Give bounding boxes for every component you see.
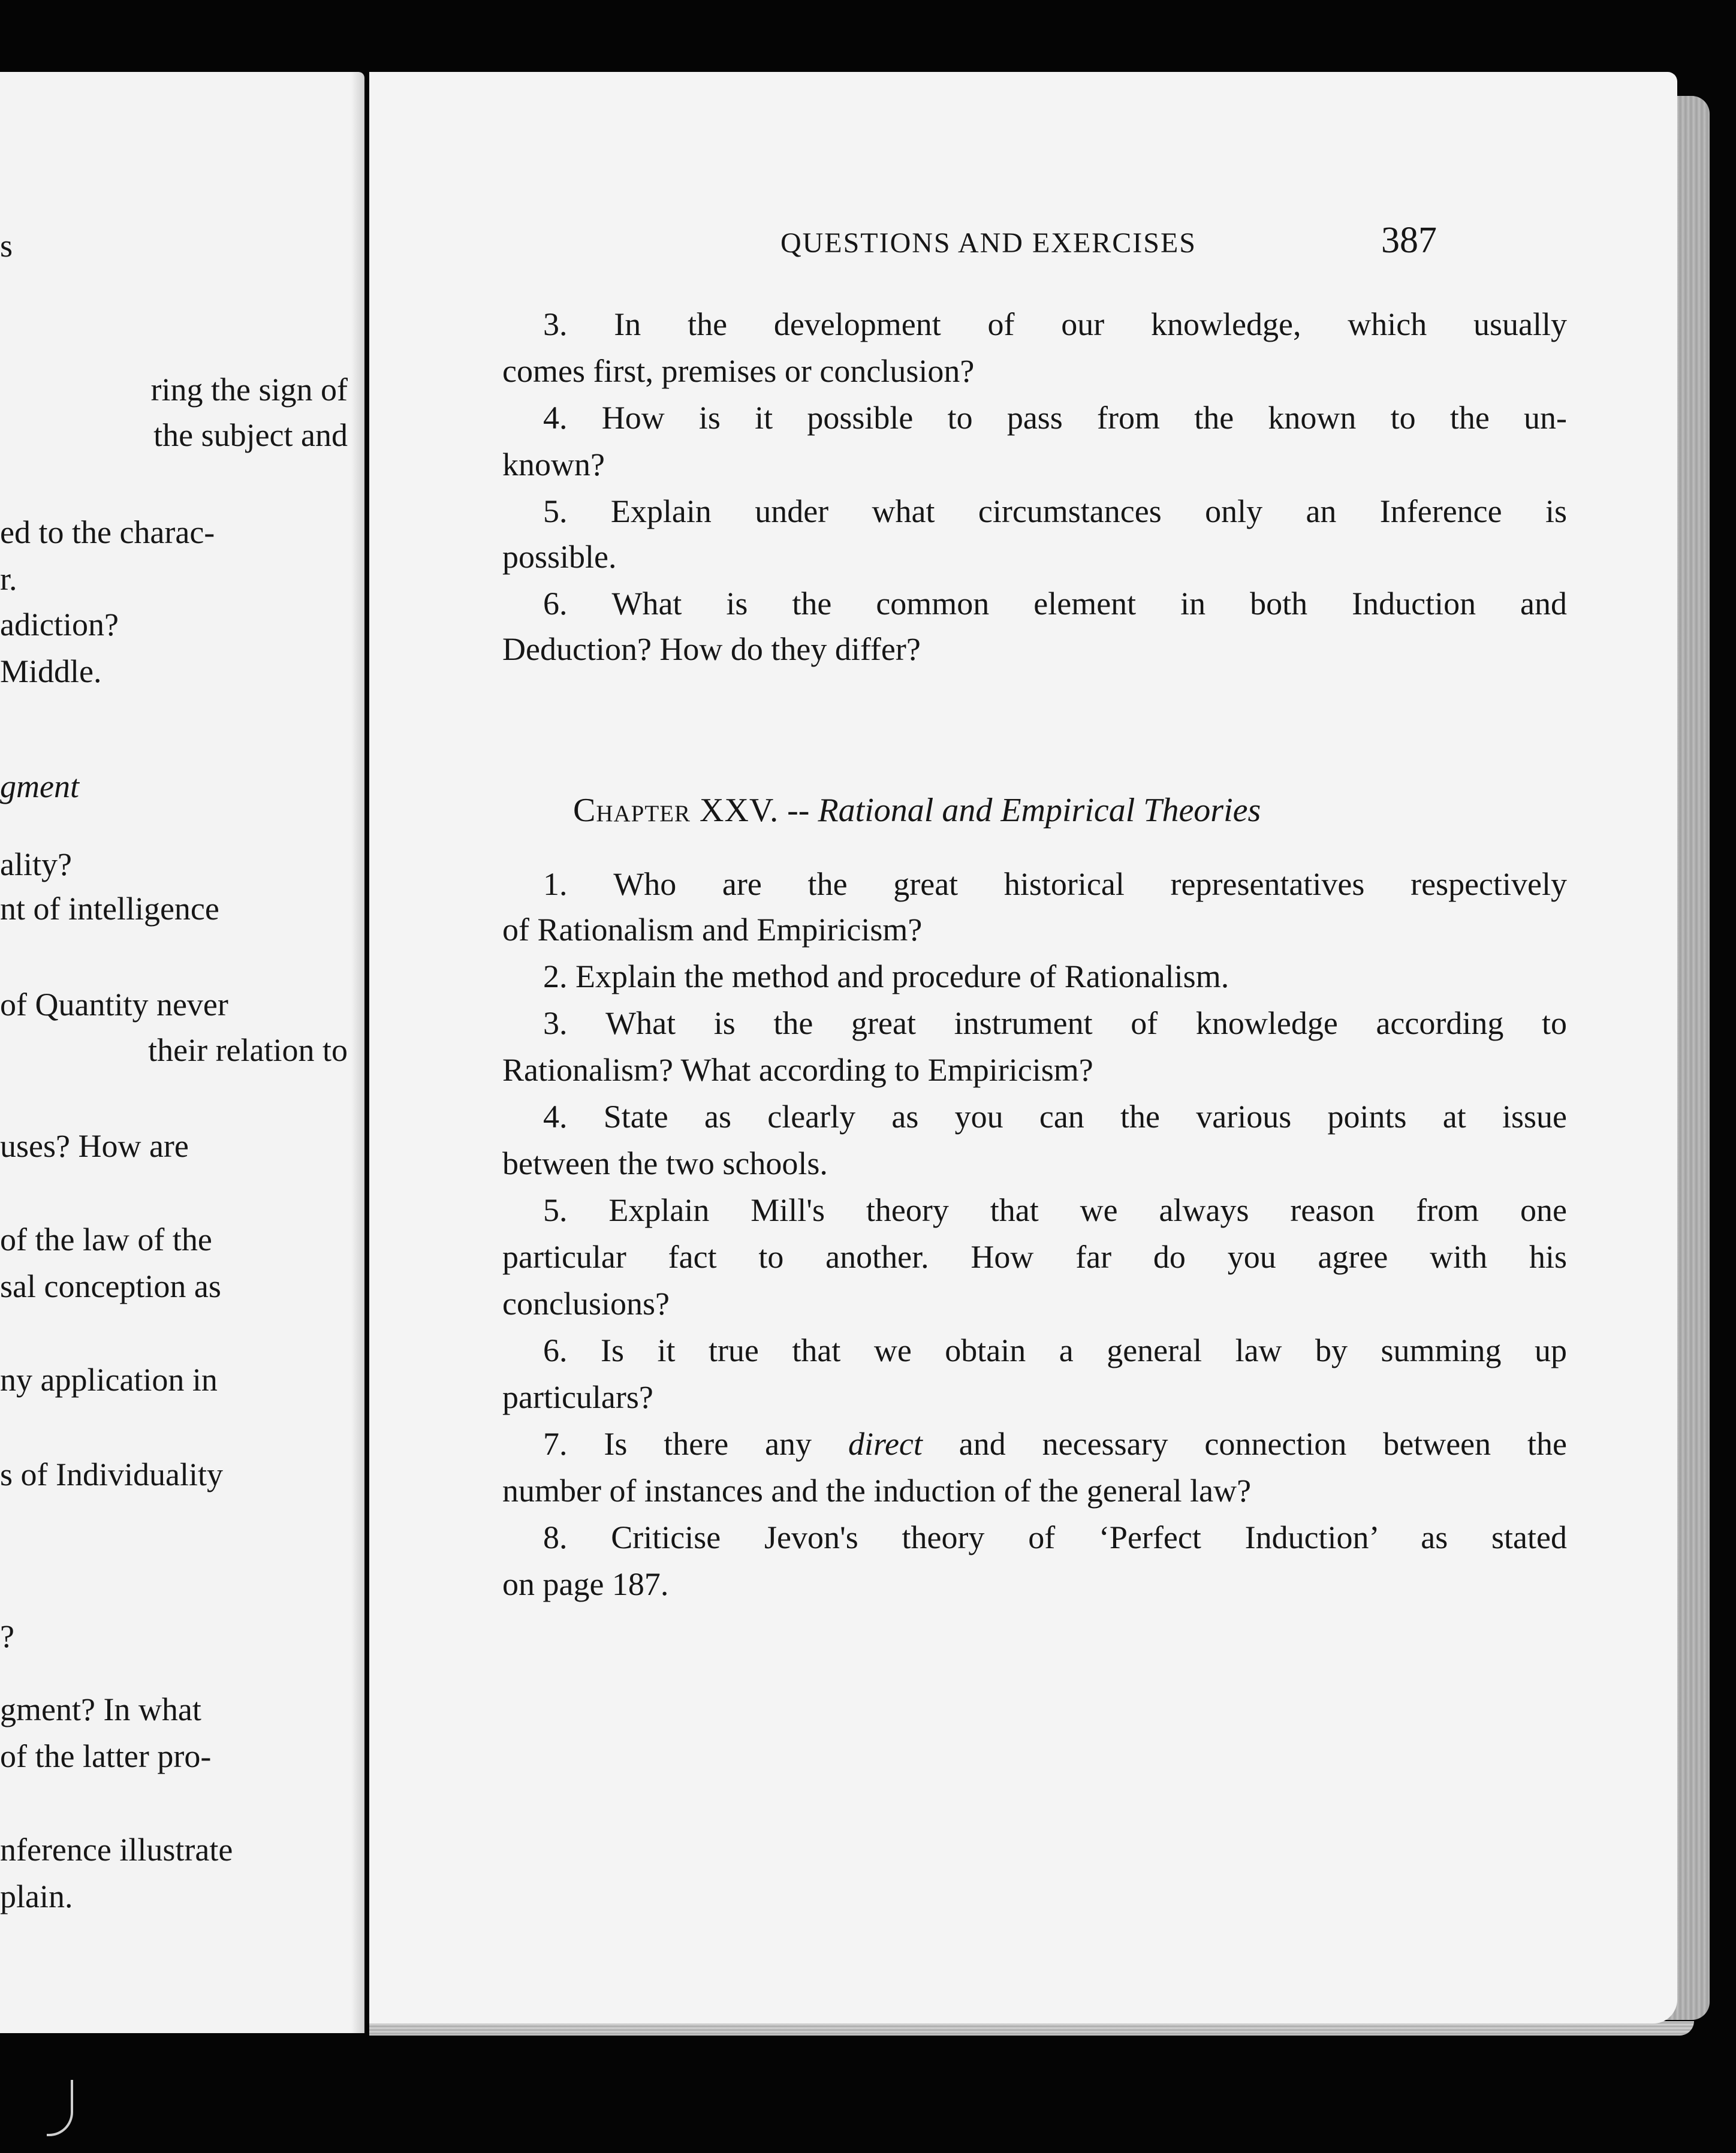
chapter-question-4: 4. State as clearly as you can the various points at issue bbox=[502, 1097, 1567, 1136]
question-number: 6. bbox=[543, 586, 568, 622]
question-number: 4. bbox=[543, 400, 568, 436]
chapter-question-5-continued: particular fact to another. How far do you agree with his bbox=[502, 1239, 1567, 1275]
question-number: 4. bbox=[543, 1099, 568, 1135]
chapter-question-5-continued: conclusions? bbox=[502, 1286, 670, 1322]
question-number: 5. bbox=[543, 1192, 568, 1228]
chapter-question-2: 2. Explain the method and procedure of Rationalism. bbox=[502, 957, 1567, 996]
running-header: QUESTIONS AND EXERCISES bbox=[780, 227, 1196, 259]
question-number: 6. bbox=[543, 1332, 568, 1368]
question-number: 3. bbox=[543, 306, 568, 342]
question-number: 7. bbox=[543, 1426, 568, 1462]
left-page-line: ring the sign of bbox=[150, 372, 348, 408]
left-page-line: of Quantity never bbox=[0, 987, 228, 1023]
left-page-line: s of Individuality bbox=[0, 1457, 223, 1492]
left-page-line: nt of intelligence bbox=[0, 891, 219, 927]
question-6: 6. What is the common element in both Induction and bbox=[502, 584, 1567, 623]
chapter-question-3: 3. What is the great instrument of knowledge according to bbox=[502, 1003, 1567, 1043]
left-page-line: r. bbox=[0, 561, 17, 597]
left-page-line: the subject and bbox=[153, 417, 348, 453]
question-number: 1. bbox=[543, 866, 568, 902]
chapter-heading bbox=[573, 791, 1261, 830]
chapter-question-7-continued: number of instances and the induction of the general law? bbox=[502, 1473, 1252, 1509]
question-number: 2. bbox=[543, 958, 568, 994]
chapter-question-3-continued: Rationalism? What according to Empiricism? bbox=[502, 1052, 1093, 1088]
left-page-line: gment bbox=[0, 768, 79, 804]
chapter-label: Chapter XXV. bbox=[573, 792, 779, 829]
chapter-question-8: 8. Criticise Jevon's theory of ‘Perfect Induction’ as stated bbox=[502, 1518, 1567, 1557]
left-page-line: sal conception as bbox=[0, 1268, 221, 1304]
question-number: 3. bbox=[543, 1005, 568, 1041]
left-page-line: uses? How are bbox=[0, 1128, 189, 1164]
left-page-line: plain. bbox=[0, 1878, 73, 1914]
chapter-question-7: 7. Is there any direct and necessary connection between the bbox=[502, 1424, 1567, 1464]
question-4-continued: known? bbox=[502, 447, 605, 483]
left-page-line: ality? bbox=[0, 846, 72, 882]
chapter-question-8-continued: on page 187. bbox=[502, 1566, 669, 1602]
page-number: 387 bbox=[1381, 220, 1437, 261]
question-5: 5. Explain under what circumstances only an Inference is bbox=[502, 491, 1567, 531]
question-number: 5. bbox=[543, 493, 568, 529]
question-5-continued: possible. bbox=[502, 539, 617, 575]
chapter-dash: -- bbox=[779, 792, 818, 829]
question-6-continued: Deduction? How do they differ? bbox=[502, 631, 921, 667]
left-page-line: ? bbox=[0, 1618, 14, 1654]
left-page-line: of the latter pro- bbox=[0, 1738, 212, 1774]
left-page-line: ny application in bbox=[0, 1362, 218, 1398]
chapter-question-5: 5. Explain Mill's theory that we always reason from one bbox=[502, 1190, 1567, 1230]
scan-mark bbox=[47, 2080, 73, 2136]
left-page-line: gment? In what bbox=[0, 1691, 201, 1727]
question-3: 3. In the development of our knowledge, which usually bbox=[502, 304, 1567, 344]
left-page-line: of the law of the bbox=[0, 1222, 212, 1258]
question-4: 4. How is it possible to pass from the known to the un- bbox=[502, 398, 1567, 438]
chapter-question-6-continued: particulars? bbox=[502, 1379, 653, 1415]
chapter-question-1-continued: of Rationalism and Empiricism? bbox=[502, 912, 923, 948]
left-page-line: nference illustrate bbox=[0, 1832, 233, 1868]
left-page-line: s bbox=[0, 228, 13, 264]
chapter-title: Rational and Empirical Theories bbox=[818, 792, 1261, 829]
left-page-line: Middle. bbox=[0, 653, 102, 689]
emphasis-direct: direct bbox=[848, 1426, 923, 1462]
chapter-question-6: 6. Is it true that we obtain a general law by summing up bbox=[502, 1331, 1567, 1370]
right-page bbox=[369, 72, 1677, 2024]
left-page bbox=[0, 72, 364, 2033]
chapter-question-4-continued: between the two schools. bbox=[502, 1145, 828, 1181]
left-page-line: their relation to bbox=[148, 1032, 348, 1068]
chapter-question-1: 1. Who are the great historical representatives respectively bbox=[502, 864, 1567, 904]
question-3-continued: comes first, premises or conclusion? bbox=[502, 353, 975, 389]
question-number: 8. bbox=[543, 1519, 568, 1555]
left-page-line: ed to the charac- bbox=[0, 514, 215, 550]
left-page-line: adiction? bbox=[0, 607, 119, 643]
